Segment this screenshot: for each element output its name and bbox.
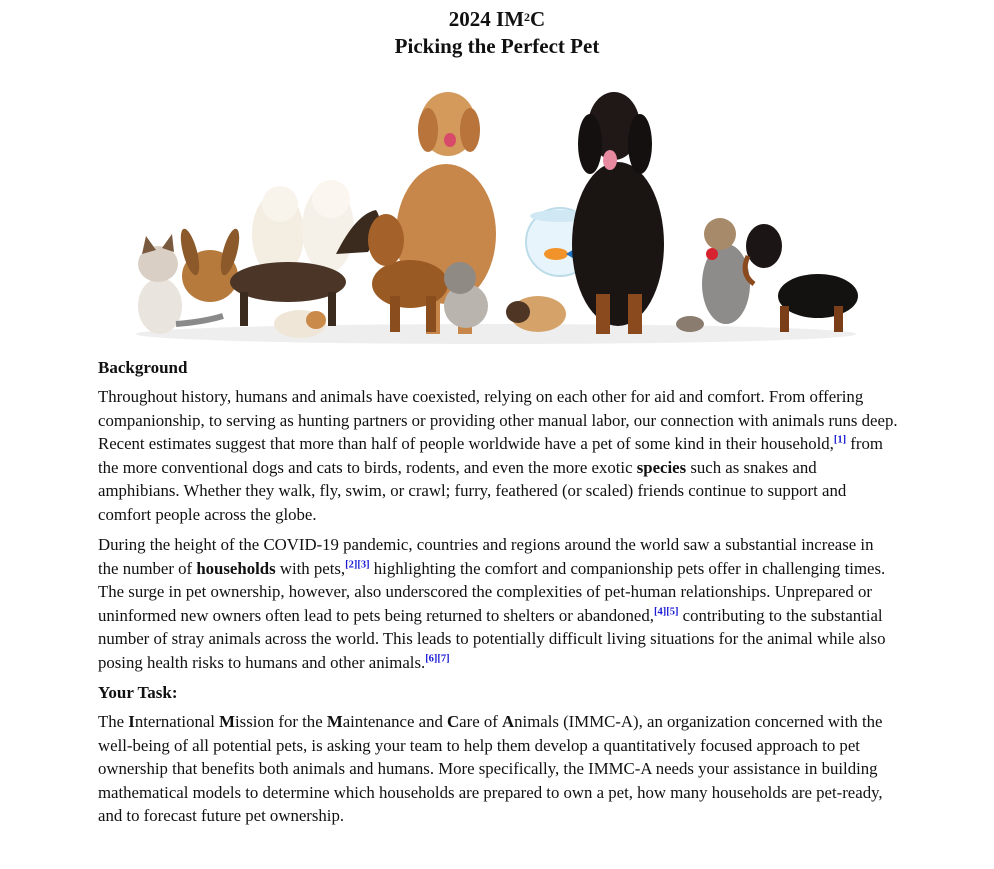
document-body: [98, 356, 898, 835]
reference-link-4-5[interactable]: [4][5]: [653, 605, 679, 617]
reference-link-6-7[interactable]: [6][7]: [425, 652, 450, 664]
pets-group-photo: [128, 84, 864, 346]
white-puppies: [252, 180, 354, 276]
problem-title: Picking the Perfect Pet: [394, 34, 600, 58]
background-heading: Background: [98, 358, 188, 377]
competition-title: 2024 $IM^2C$: [448, 7, 546, 31]
background-paragraph-1: Throughout history, humans and animals have coexisted, relying on each other for aid and comfort. From offering companionship, to serving as hunting partners or providing other manual labor, our connection with animals runs deep. Recent estimates suggest that more than half of people worldwide have a pet of some kind in their household,[1] from the more conventional dogs and cats to birds, rodents, and even the more exotic species such as snakes and amphibians. Whether they walk, fly, swim, or crawl; furry, feathered (or scaled) friends continue to support and comfort people across the globe.: [98, 387, 898, 524]
background-paragraph-2: During the height of the COVID-19 pandemic, countries and regions around the world saw a substantial increase in the number of households with pets,[2][3] highlighting the comfort and companionship pets offer in challenging times. The surge in pet ownership, however, also underscored the complexities of pet-human relationships. Unprepared or uninformed new owners often lead to pets being returned to shelters or abandoned,[4][5] contributing to the substantial number of stray animals across the world. This leads to potentially difficult living situations for the animal while also posing health risks to humans and other animals.[6][7]: [98, 535, 886, 672]
gordon-setter: [572, 92, 664, 334]
mouse: [676, 316, 704, 332]
dachshund-black: [745, 224, 858, 332]
title-block: [0, 6, 994, 60]
pets-illustration: [128, 84, 864, 346]
task-paragraph: The International Mission for the Maintenance and Care of Animals (IMMC-A), an organization concerned with the well-being of all potential pets, is asking your team to help them develop a quantitatively focused approach to pet ownership that benefits both animals and humans. More specifically, the IMMC-A needs your assistance in building mathematical models to determine which households are prepared to own a pet, how many households are pet-ready, and to forecast future pet ownership.: [98, 712, 883, 825]
rabbit: [177, 227, 243, 302]
task-heading: Your Task:: [98, 683, 178, 702]
guinea-pig-front: [274, 310, 326, 338]
reference-link-1[interactable]: [1]: [833, 434, 847, 446]
reference-link-2-3[interactable]: [2][3]: [345, 558, 370, 570]
